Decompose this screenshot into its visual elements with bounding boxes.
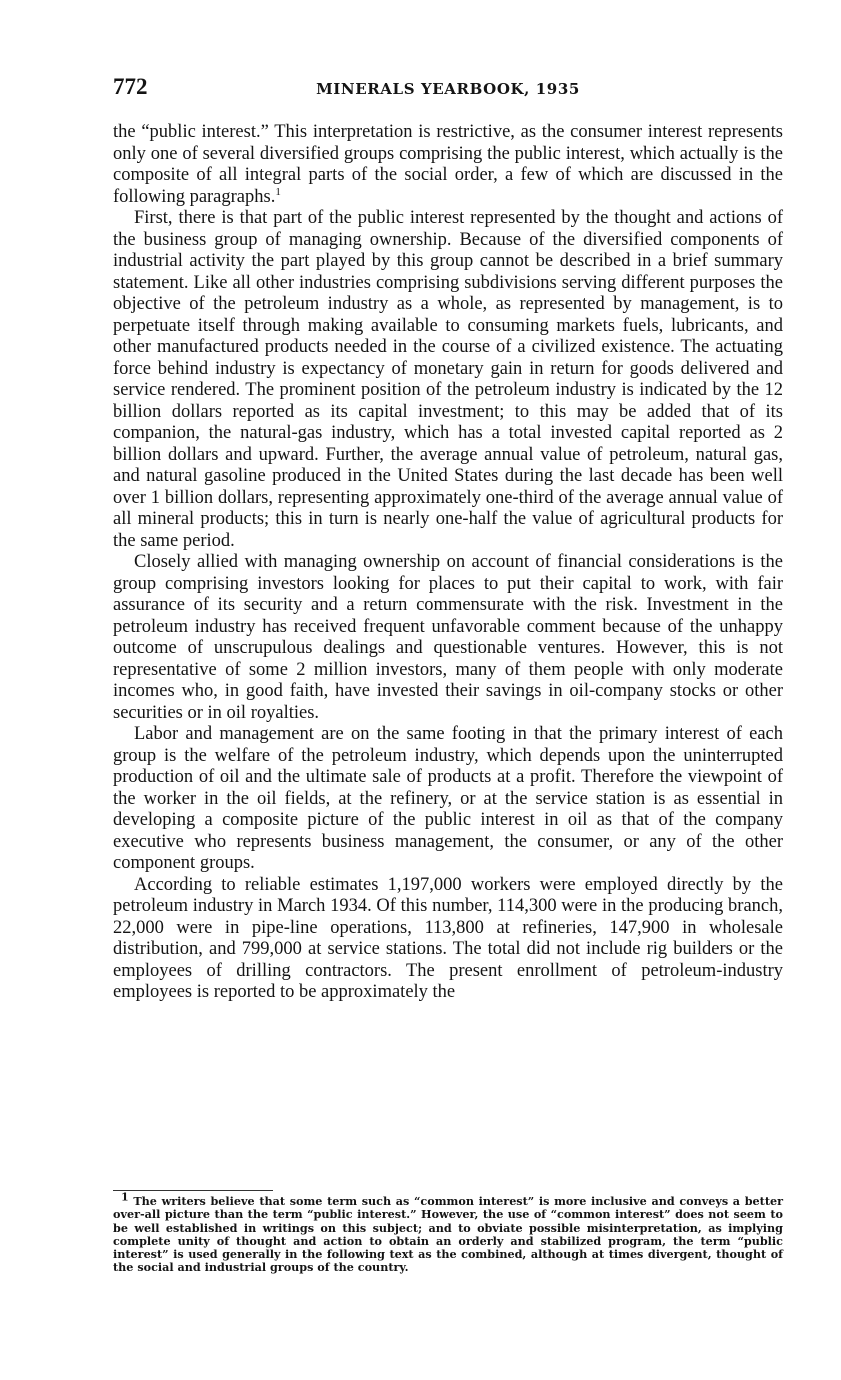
body-text [113, 122, 783, 1004]
paragraph-4: Labor and management are on the same footing in that the primary interest of each group is the welfare of the petroleum industry, which depends upon the uninterrupted production of oil and the ultimate sale of products at a profit. Therefore the viewpoint of the worker in the oil fields, at the refinery, or at the service station is as essential in developing a composite picture of the public interest in oil as that of the company executive who represents business management, the consumer, or any of the other component groups. [113, 724, 783, 873]
page-header [113, 74, 783, 104]
paragraph-2: First, there is that part of the public interest represented by the thought and actions of the business group of managing ownership. Because of the diversified components of industrial activity the part played by this group cannot be described in a brief summary statement. Like all other industries comprising subdivisions serving different purposes the objective of the petroleum industry as a whole, as represented by management, is to perpetuate itself through making available to consuming markets fuels, lubricants, and other manufactured products needed in the course of a civilized existence. The actuating force behind industry is expectancy of monetary gain in return for goods delivered and service rendered. The prominent position of the petroleum industry is indicated by the 12 billion dollars reported as its capital investment; to this may be added that of its companion, the natural-gas industry, which has a total invested capital reported as 2 billion dollars and upward. Further, the average annual value of petroleum, natural gas, and natural gasoline produced in the United States during the last decade has been well over 1 billion dollars, representing approximately one-third of the average annual value of all mineral products; this in turn is nearly one-half the value of agricultural products for the same period. [113, 208, 783, 551]
footnote-text: The writers believe that some term such as “common interest” is more inclusive and conveys a better over-all picture than the term “public interest.” However, the use of “common interest” does not seem to be well established in writings on this subject; and to obviate possible misinterpretation, as implying complete unity of thought and action to obtain an orderly and stabilized program, the term “public interest” is used generally in the following text as the combined, although at times divergent, thought of the social and industrial groups of the country. [113, 1194, 783, 1275]
paragraph-1 [113, 122, 783, 208]
paragraph-5: According to reliable estimates 1,197,000 workers were employed directly by the petroleum industry in March 1934. Of this number, 114,300 were in the producing branch, 22,000 were in pipe-line operations, 113,800 at refineries, 147,900 in wholesale distribution, and 799,000 at service stations. The total did not include rig builders or the employees of drilling contractors. The present enrollment of petroleum-industry employees is reported to be approximately the [113, 874, 783, 1002]
paragraph-1-text: the “public interest.” This interpretation is restrictive, as the consumer interest represents only one of several diversified groups comprising the public interest, which actually is the composite of all integral parts of the social order, a few of which are discussed in the following paragraphs. [113, 122, 783, 207]
footnote-marker: 1 [121, 1190, 129, 1204]
footnote-reference: 1 [275, 185, 281, 198]
page-number: 772 [113, 74, 148, 99]
paragraph-3: Closely allied with managing ownership on account of financial considerations is the group comprising investors looking for places to put their capital to work, with fair assurance of its security and a return commensurate with the risk. Investment in the petroleum industry has received frequent unfavorable comment because of the unhappy outcome of unscrupulous dealings and questionable ventures. However, this is not representative of some 2 million investors, many of them people with only moderate incomes who, in good faith, have invested their savings in oil-company stocks or other securities or in oil royalties. [113, 552, 783, 723]
running-head: MINERALS YEARBOOK, 1935 [316, 80, 580, 98]
footnote-rule [113, 1190, 273, 1191]
footnote [113, 1190, 783, 1275]
